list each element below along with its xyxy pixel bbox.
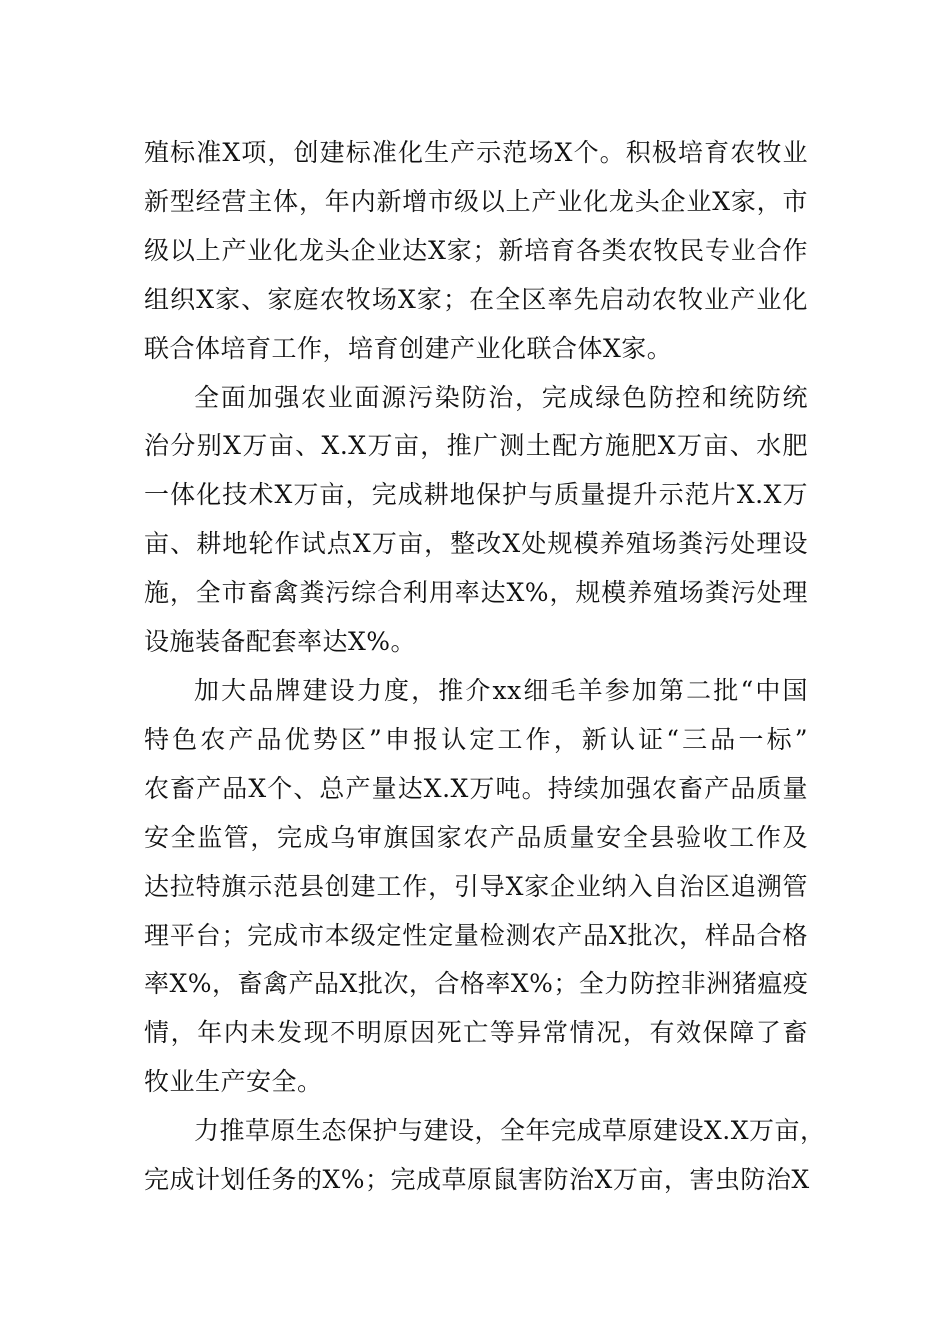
- text-line: 率X%，畜禽产品X批次，合格率X%；全力防控非洲猪瘟疫: [144, 969, 809, 999]
- text-line: 特色农产品优势区”申报认定工作，新认证“三品一标”: [144, 724, 808, 754]
- text-line: 情，年内未发现不明原因死亡等异常情况，有效保障了畜: [144, 1018, 808, 1048]
- text-line: 一体化技术X万亩，完成耕地保护与质量提升示范片X.X万: [144, 480, 808, 510]
- text-line: 新型经营主体，年内新增市级以上产业化龙头企业X家，市: [144, 186, 808, 216]
- text-line: 级以上产业化龙头企业达X家；新培育各类农牧民专业合作: [144, 235, 808, 265]
- text-line: 牧业生产安全。: [144, 1067, 323, 1097]
- paragraph-brand-building: [144, 667, 808, 1107]
- paragraph-grassland-protection: [144, 1107, 826, 1205]
- text-line: 达拉特旗示范县创建工作，引导X家企业纳入自治区追溯管: [144, 871, 808, 901]
- text-line: 联合体培育工作，培育创建产业化联合体X家。: [144, 333, 673, 363]
- text-line: 全面加强农业面源污染防治，完成绿色防控和统防统: [194, 382, 808, 412]
- text-line: 治分别X万亩、X.X万亩，推广测土配方施肥X万亩、水肥: [144, 431, 808, 461]
- paragraph-pollution-control: [144, 374, 808, 667]
- paragraph-standardized-production: [144, 129, 808, 374]
- text-line: 安全监管，完成乌审旗国家农产品质量安全县验收工作及: [144, 822, 808, 852]
- text-line: 力推草原生态保护与建设，全年完成草原建设X.X万亩，: [194, 1116, 826, 1146]
- text-line: 加大品牌建设力度，推介xx细毛羊参加第二批“中国: [194, 675, 808, 705]
- text-line: 设施装备配套率达X%。: [144, 627, 417, 657]
- text-line: 组织X家、家庭农牧场X家；在全区率先启动农牧业产业化: [144, 284, 808, 314]
- text-line: 殖标准X项，创建标准化生产示范场X个。积极培育农牧业: [144, 138, 808, 167]
- text-line: 施，全市畜禽粪污综合利用率达X%，规模养殖场粪污处理: [144, 578, 808, 608]
- document-body: [144, 129, 826, 1205]
- text-line: 完成计划任务的X%；完成草原鼠害防治X万亩，害虫防治X: [144, 1165, 810, 1195]
- text-line: 农畜产品X个、总产量达X.X万吨。持续加强农畜产品质量: [144, 773, 808, 803]
- text-line: 亩、耕地轮作试点X万亩，整改X处规模养殖场粪污处理设: [144, 529, 808, 559]
- text-line: 理平台；完成市本级定性定量检测农产品X批次，样品合格: [144, 920, 808, 950]
